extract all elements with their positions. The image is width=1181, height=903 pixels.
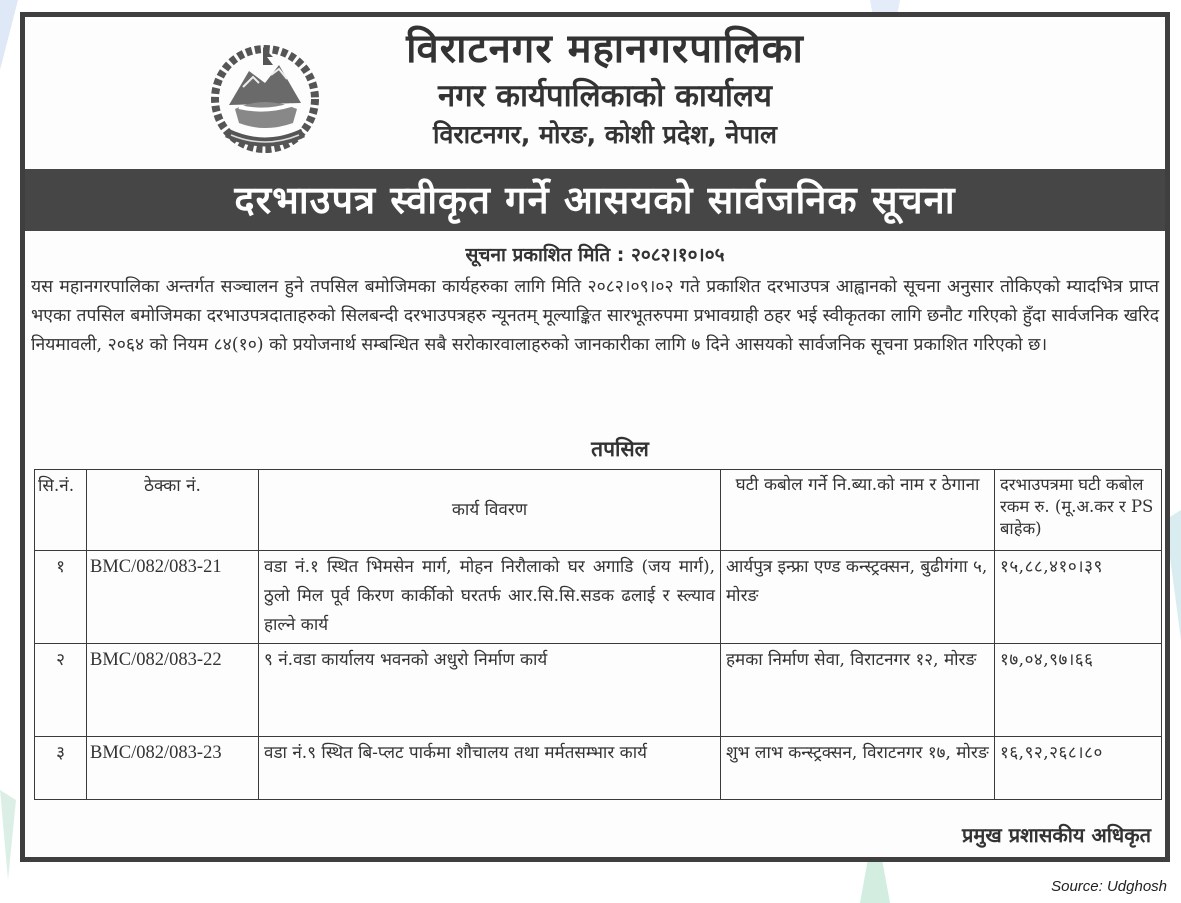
table-heading: तपसिल bbox=[591, 437, 649, 461]
cell-amount: १५,८८,४१०।३९ bbox=[995, 551, 1162, 644]
table-row bbox=[35, 551, 1162, 644]
nepal-emblem-icon bbox=[209, 43, 321, 153]
cell-sn: २ bbox=[35, 644, 87, 737]
col-header-amount: दरभाउपत्रमा घटी कबोल रकम रु. (मू.अ.कर र PS बाहेक) bbox=[995, 470, 1162, 551]
office-titles bbox=[325, 23, 885, 153]
source-credit: Source: Udghosh bbox=[1051, 878, 1167, 895]
cell-sn: ३ bbox=[35, 737, 87, 800]
col-header-description: कार्य विवरण bbox=[259, 470, 721, 551]
notice-title-banner: दरभाउपत्र स्वीकृत गर्ने आसयको सार्वजनिक सूचना bbox=[25, 169, 1165, 231]
municipality-name: विराटनगर महानगरपालिका bbox=[406, 26, 804, 72]
table-header-row bbox=[35, 470, 1162, 551]
cell-amount: १६,९२,२६८।८० bbox=[995, 737, 1162, 800]
cell-description: वडा नं.१ स्थित भिमसेन मार्ग, मोहन निरौलाको घर अगाडि (जय मार्ग), ठुलो मिल पूर्व किरण कार्कीको घरतर्फ आर.सि.सि.सडक ढलाई र स्ल्याव हाल्ने कार्य bbox=[259, 551, 721, 644]
notice-frame bbox=[20, 12, 1170, 862]
cell-contract-no: BMC/082/083-22 bbox=[87, 644, 259, 737]
cell-description: वडा नं.९ स्थित बि-प्लट पार्कमा शौचालय तथा मर्मतसम्भार कार्य bbox=[259, 737, 721, 800]
cell-bidder: आर्यपुत्र इन्फ्रा एण्ड कन्स्ट्रक्सन, बुढीगंगा ५, मोरङ bbox=[721, 551, 995, 644]
bid-acceptance-table bbox=[34, 469, 1162, 800]
cell-bidder: हमका निर्माण सेवा, विराटनगर १२, मोरङ bbox=[721, 644, 995, 737]
col-header-bidder: घटी कबोल गर्ने नि.ब्या.को नाम र ठेगाना bbox=[721, 470, 995, 551]
cell-amount: १७,०४,९७।६६ bbox=[995, 644, 1162, 737]
office-address: विराटनगर, मोरङ, कोशी प्रदेश, नेपाल bbox=[433, 120, 777, 149]
cell-contract-no: BMC/082/083-21 bbox=[87, 551, 259, 644]
header bbox=[25, 17, 1165, 169]
col-header-contract-no: ठेक्का नं. bbox=[87, 470, 259, 551]
table-row bbox=[35, 644, 1162, 737]
cell-bidder: शुभ लाभ कन्स्ट्रक्सन, विराटनगर १७, मोरङ bbox=[721, 737, 995, 800]
publication-date: सूचना प्रकाशित मिति : २०८२।१०।०५ bbox=[465, 244, 725, 266]
col-header-sn: सि.नं. bbox=[35, 470, 87, 551]
signatory-title: प्रमुख प्रशासकीय अधिकृत bbox=[962, 823, 1151, 847]
cell-contract-no: BMC/082/083-23 bbox=[87, 737, 259, 800]
notice-paragraph: यस महानगरपालिका अन्तर्गत सञ्चालन हुने तपसिल बमोजिमका कार्यहरुका लागि मिति २०८२।०९।०२ गते प्रकाशित दरभाउपत्र आह्वानको सूचना अनुसार तोकिएको म्यादभित्र प्राप्त भएका तपसिल बमोजिमका दरभाउपत्रदाताहरुको सिलबन्दी दरभाउपत्रहरु न्यूनतम् मूल्याङ्कित सारभूतरुपमा प्रभावग्राही ठहर भई स्वीकृतका लागि छनौट गरिएको हुँदा सार्वजनिक खरिद नियमावली, २०६४ को नियम ८४(१०) को प्रयोजनार्थ सम्बन्धित सबै सरोकारवालाहरुको जानकारीका लागि ७ दिने आसयको सार्वजनिक सूचना प्रकाशित गरिएको छ। bbox=[31, 277, 1159, 355]
office-name: नगर कार्यपालिकाको कार्यालय bbox=[438, 78, 772, 114]
cell-description: ९ नं.वडा कार्यालय भवनको अधुरो निर्माण कार्य bbox=[259, 644, 721, 737]
table-row bbox=[35, 737, 1162, 800]
cell-sn: १ bbox=[35, 551, 87, 644]
